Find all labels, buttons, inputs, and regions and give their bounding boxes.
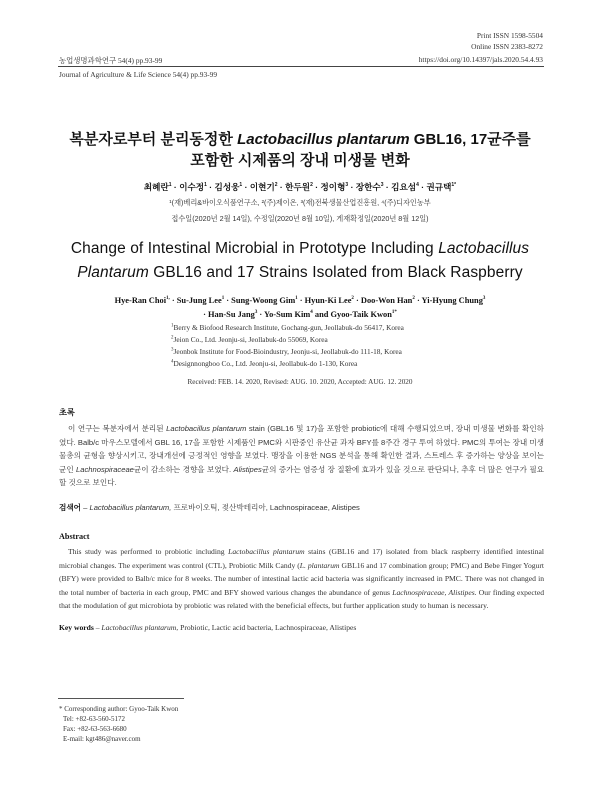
abstract-kr-heading: 초록 bbox=[59, 408, 75, 417]
authors-en-line2: · Han-Su Jang$^3$ · Yo-Sum Kim$^4$ and Gyoo-Taik Kwon$^{1*}$ bbox=[203, 310, 397, 319]
title-en-italic1: Lactobacillus bbox=[438, 240, 530, 257]
author-kr-3: 이현기 bbox=[249, 182, 275, 192]
title-kr-italic: Lactobacillus plantarum bbox=[237, 131, 410, 148]
footnote-author: * Corresponding author: Gyoo-Taik Kwon bbox=[59, 705, 179, 713]
dates-kr: 접수일(2020년 2월 14일), 수정일(2020년 8월 10일), 게재확정일(2020년 8월 12일) bbox=[171, 214, 429, 223]
affiliation-en-1: $^1$Berry & Biofood Research Institute, Gochang-gun, Jeollabuk-do 56417, Korea bbox=[171, 323, 404, 332]
authors-en-line1: Hye-Ran Choi$^{1,}$ · Su-Jung Lee$^1$ · Sung-Woong Gim$^1$ · Hyun-Ki Lee$^2$ · Doo-Won Han$^2$ · Yi-Hyung Chung$^3$ bbox=[114, 296, 486, 305]
footnote-tel: Tel: +82-63-560-5172 bbox=[63, 715, 125, 723]
and-word: and bbox=[314, 310, 329, 319]
title-en-line2 bbox=[40, 264, 560, 282]
journal-en: Journal of Agriculture & Life Science 54(4) pp.93-99 bbox=[59, 70, 218, 79]
online-issn: Online ISSN 2383-8272 bbox=[471, 42, 543, 51]
author-kr-5: 정이형 bbox=[320, 182, 346, 192]
header-rule bbox=[58, 66, 544, 67]
author-en1-5: Yi-Hyung Chung bbox=[421, 296, 483, 305]
author-en1-1: Su-Jung Lee bbox=[176, 296, 222, 305]
dates-en: Received: FEB. 14. 2020, Revised: AUG. 10. 2020, Accepted: AUG. 12. 2020 bbox=[187, 378, 413, 386]
footnote-rule bbox=[58, 698, 184, 699]
abstract-en-heading: Abstract bbox=[59, 532, 90, 541]
footnote-email[interactable]: E-mail: kgt486@naver.com bbox=[63, 735, 141, 743]
title-en-line1 bbox=[40, 240, 560, 258]
title-en-post: GBL16 and 17 Strains Isolated from Black Raspberry bbox=[153, 264, 523, 281]
affiliation-en-4: $^4$Designnongboo Co., Ltd. Jeonju-si, Jeollabuk-do 1-130, Korea bbox=[171, 359, 358, 368]
affiliation-en-2: $^2$Jeion Co., Ltd. Jeonju-si, Jeollabuk-do 55069, Korea bbox=[171, 335, 328, 344]
authors-kr: 최혜란$^1$ · 이수정$^1$ · 김성웅$^1$ · 이현기$^2$ · 한두원$^2$ · 정이형$^3$ · 장한수$^3$ · 김요섬$^4$ · 권규택$^{1*}$ bbox=[143, 182, 457, 192]
author-kr-1: 이수정 bbox=[179, 182, 205, 192]
title-kr-line2: 포함한 시제품의 장내 미생물 변화 bbox=[190, 152, 410, 169]
author-kr-4: 한두원 bbox=[285, 182, 311, 192]
author-kr-6: 장한수 bbox=[355, 182, 381, 192]
author-en1-3: Hyun-Ki Lee bbox=[304, 296, 352, 305]
author-kr-2: 김성웅 bbox=[214, 182, 240, 192]
author-kr-7: 김요섬 bbox=[391, 182, 417, 192]
title-kr-line1 bbox=[40, 128, 560, 149]
journal-kr: 농업생명과학연구 54(4) pp.93-99 bbox=[59, 56, 163, 65]
author-en1-2: Sung-Woong Gim bbox=[231, 296, 296, 305]
author-en1-4: Doo-Won Han bbox=[360, 296, 413, 305]
author-en1-0: Hye-Ran Choi bbox=[114, 296, 167, 305]
author-en2-2: Gyoo-Taik Kwon bbox=[330, 310, 392, 319]
affiliation-kr: ¹(재)베리&바이오식품연구소, ²(주)제이온, ³(재)전북생물산업진흥원, ⁴(주)디자인농부 bbox=[169, 198, 431, 207]
keywords-en: Key words – Lactobacillus plantarum, Probiotic, Lactic acid bacteria, Lachnospiraceae, Alistipes bbox=[59, 623, 357, 632]
keywords-kr: 검색어 – Lactobacillus plantarum, 프로바이오틱, 젖산박테리아, Lachnospiraceae, Alistipes bbox=[59, 503, 360, 512]
doi-link[interactable]: https://doi.org/10.14397/jals.2020.54.4.93 bbox=[418, 55, 543, 64]
abstract-en-text: This study was performed to probiotic including Lactobacillus plantarum stains (GBL16 and 17) isolated from black raspberry identified intestinal microbial changes. The experiment was control (CTL), Probiotic Milk Candy (L. plantarum GBL16 and 17 combination group; PMC) and Bebe Finger Yogurt (BFY) were provided to Balb/c mice for 8 weeks. The number of intestinal lactic acid bacteria was significantly increased in PMC. There was not changed in the total number of bacteria in each group, PMC and BFY showed various changes the abundance of genus Lachnospiraceae, Alistipes. Our finding expected that the modulation of gut microbiota by probiotic was related with the beneficial effects, but further application study to human is necessary. bbox=[59, 547, 544, 610]
title-kr-post: GBL16, 17균주를 bbox=[413, 131, 531, 148]
author-kr-8: 권규택 bbox=[426, 182, 452, 192]
author-en2-1: Yo-Sum Kim bbox=[263, 310, 311, 319]
title-kr-pre: 복분자로부터 분리동정한 bbox=[69, 131, 233, 148]
author-kr-0: 최혜란 bbox=[143, 182, 169, 192]
title-en-pre: Change of Intestinal Microbial in Prototype Including bbox=[70, 240, 434, 257]
abstract-kr-text: 이 연구는 복분자에서 분리된 Lactobacillus plantarum stain (GBL16 및 17)을 포함한 probiotic에 대해 수행되었으며, 장내 미생물 변화를 확인하였다. Balb/c 마우스모델에서 GBL 16, 17을 포함한 시제품인 PMC와 시판중인 유산균 과자 BFY를 8주간 경구 투여 하였다. PMC의 투여는 장내 미생물총의 균형을 향상시키고, 장내개선에 긍정적인 영향을 보였다. 맹장을 이용한 NGS 분석을 통해 확인한 결과, 스트레스 후 증가하는 양상을 보이는 균인 Lachnospiraceae균이 감소하는 경향을 보였다. Alistipes균의 증가는 염증성 장 질환에 효과가 있을 것으로 판단되나, 추후 더 많은 연구가 필요할 것으로 보인다. bbox=[59, 424, 544, 487]
author-en2-0: Han-Su Jang bbox=[208, 310, 255, 319]
print-issn: Print ISSN 1598-5504 bbox=[476, 31, 543, 40]
affiliation-en-3: $^3$Jeonbok Institute for Food-Bioindustry, Jeonju-si, Jeollabuk-do 111-18, Korea bbox=[171, 347, 402, 356]
footnote-fax: Fax: +82-63-563-6680 bbox=[63, 725, 127, 733]
title-en-italic2: Plantarum bbox=[77, 264, 149, 281]
